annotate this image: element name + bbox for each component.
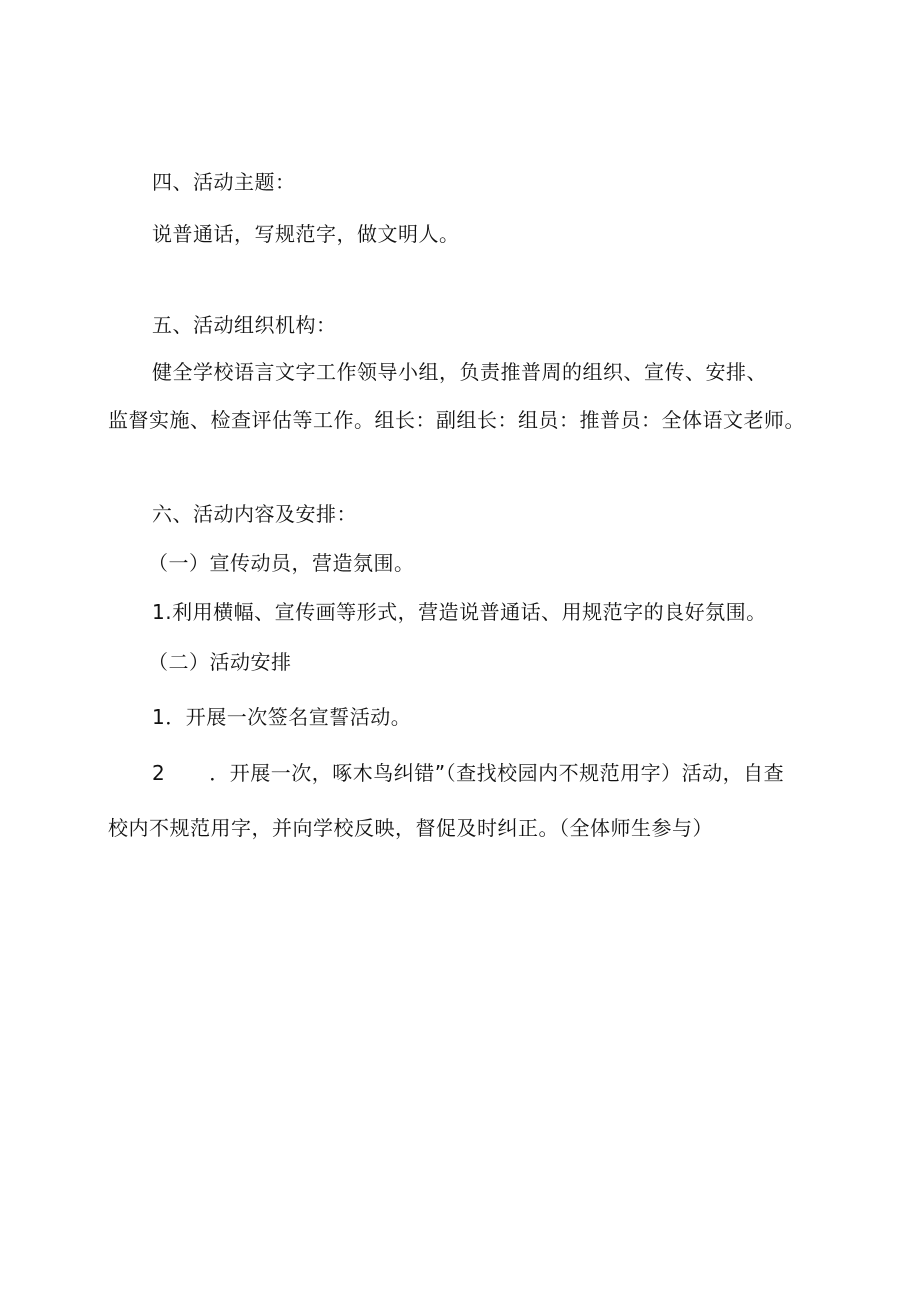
section-5-heading: 五、活动组织机构：: [152, 313, 337, 337]
item-2-number: 2: [152, 761, 166, 785]
section-4-body: 说普通话，写规范字，做文明人。: [152, 222, 460, 246]
subsection-1-title: （一）宣传动员，营造氛围。: [148, 551, 415, 575]
subsection-2-item-2-line-2: 校内不规范用字，并向学校反映，督促及时纠正。（全体师生参与）: [108, 816, 713, 840]
section-5-body-line-2: 监督实施、检查评估等工作。组长：副组长：组员：推普员：全体语文老师。: [108, 408, 805, 432]
subsection-2-item-1: 1．开展一次签名宣誓活动。: [152, 705, 412, 729]
subsection-2-item-2: [152, 759, 784, 787]
item-2-line-1: ．开展一次，啄木鸟纠错”（查找校园内不规范用字）活动，自查: [209, 761, 785, 785]
subsection-2-title: （二）活动安排: [148, 650, 292, 674]
subsection-1-item-1: 1.利用横幅、宣传画等形式，营造说普通话、用规范字的良好氛围。: [152, 600, 767, 624]
section-5-body-line-1: 健全学校语言文字工作领导小组，负责推普周的组织、宣传、安排、: [152, 360, 767, 384]
section-4-heading: 四、活动主题：: [152, 170, 296, 194]
section-6-heading: 六、活动内容及安排：: [152, 502, 357, 526]
